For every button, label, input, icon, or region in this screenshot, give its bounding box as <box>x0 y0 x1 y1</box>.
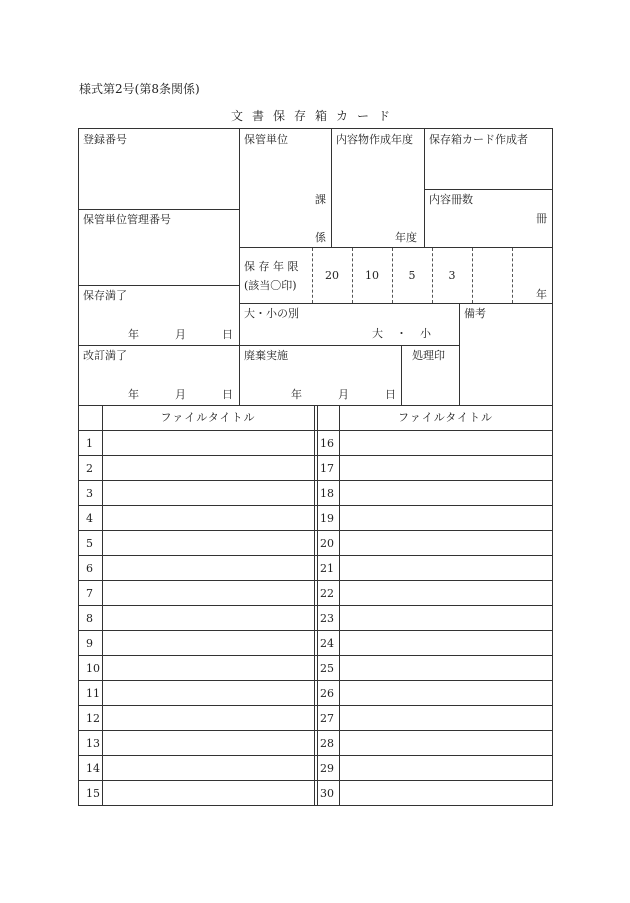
file-row-number: 2 <box>86 462 93 475</box>
file-row-number: 29 <box>320 762 334 775</box>
ka-label: 課 <box>315 193 326 206</box>
storage-expiry-label: 保存満了 <box>83 289 127 302</box>
file-row-number: 19 <box>320 512 334 525</box>
file-title-cell[interactable] <box>103 681 314 705</box>
revision-expiry-month: 月 <box>175 388 186 401</box>
file-title-cell[interactable] <box>340 531 552 555</box>
file-row-number: 30 <box>320 787 334 800</box>
box-card-creator-label: 保存箱カード作成者 <box>429 133 528 146</box>
content-count-label: 内容冊数 <box>429 193 473 206</box>
document-title: 文書保存箱カード <box>230 109 399 123</box>
file-title-cell[interactable] <box>340 706 552 730</box>
processing-seal-label: 処理印 <box>412 349 445 362</box>
file-title-cell[interactable] <box>340 506 552 530</box>
storage-expiry-month: 月 <box>175 328 186 341</box>
file-row-number: 11 <box>86 687 100 700</box>
file-title-cell[interactable] <box>340 481 552 505</box>
disposal-day: 日 <box>385 388 396 401</box>
registration-number-label: 登録番号 <box>83 133 127 146</box>
retention-option-3[interactable]: 3 <box>448 269 456 282</box>
file-row-number: 22 <box>320 587 334 600</box>
revision-expiry-day: 日 <box>222 388 233 401</box>
storage-unit-label: 保管単位 <box>244 133 288 146</box>
file-title-cell[interactable] <box>103 481 314 505</box>
size-large[interactable]: 大 <box>372 327 383 340</box>
file-title-cell[interactable] <box>340 731 552 755</box>
disposal-year: 年 <box>291 388 302 401</box>
file-row-number: 12 <box>86 712 100 725</box>
file-row-number: 9 <box>86 637 93 650</box>
file-title-cell[interactable] <box>340 681 552 705</box>
file-row-number: 10 <box>86 662 100 675</box>
file-title-cell[interactable] <box>103 781 314 805</box>
file-row-number: 17 <box>320 462 334 475</box>
size-type-label: 大・小の別 <box>244 307 299 320</box>
file-title-cell[interactable] <box>340 431 552 455</box>
file-title-cell[interactable] <box>103 606 314 630</box>
file-title-header-left: ファイルタイトル <box>160 411 256 424</box>
file-row-number: 28 <box>320 737 334 750</box>
kakari-label: 係 <box>315 231 326 244</box>
file-title-cell[interactable] <box>340 781 552 805</box>
file-row-number: 14 <box>86 762 100 775</box>
file-row-number: 13 <box>86 737 100 750</box>
file-row-number: 18 <box>320 487 334 500</box>
file-row-number: 8 <box>86 612 93 625</box>
file-title-header-right: ファイルタイトル <box>397 411 494 424</box>
storage-expiry-day: 日 <box>222 328 233 341</box>
file-row-number: 23 <box>320 612 334 625</box>
file-row-number: 15 <box>86 787 100 800</box>
file-title-cell[interactable] <box>340 756 552 780</box>
file-title-cell[interactable] <box>340 656 552 680</box>
revision-expiry-label: 改訂満了 <box>83 349 127 362</box>
nendo-label: 年度 <box>395 231 417 244</box>
retention-option-20[interactable]: 20 <box>325 269 339 282</box>
file-title-cell[interactable] <box>103 731 314 755</box>
file-title-cell[interactable] <box>340 456 552 480</box>
revision-expiry-year: 年 <box>128 388 139 401</box>
file-title-cell[interactable] <box>103 556 314 580</box>
retention-option-5[interactable]: 5 <box>408 269 416 282</box>
file-row-number: 26 <box>320 687 334 700</box>
file-title-cell[interactable] <box>340 606 552 630</box>
file-title-cell[interactable] <box>103 431 314 455</box>
file-row-number: 24 <box>320 637 334 650</box>
file-title-cell[interactable] <box>103 656 314 680</box>
file-title-cell[interactable] <box>103 581 314 605</box>
file-row-number: 20 <box>320 537 334 550</box>
file-title-cell[interactable] <box>103 531 314 555</box>
file-row-number: 4 <box>86 512 93 525</box>
file-row-number: 25 <box>320 662 334 675</box>
file-title-cell[interactable] <box>103 756 314 780</box>
disposal-label: 廃棄実施 <box>244 349 288 362</box>
retention-period-label: 保 存 年 限 <box>244 260 299 273</box>
file-title-cell[interactable] <box>103 506 314 530</box>
file-row-number: 1 <box>86 437 93 450</box>
size-small[interactable]: 小 <box>420 327 431 340</box>
retention-option-10[interactable]: 10 <box>365 269 379 282</box>
nen-label: 年 <box>536 288 547 301</box>
file-title-cell[interactable] <box>340 631 552 655</box>
file-title-cell[interactable] <box>103 706 314 730</box>
file-row-number: 5 <box>86 537 93 550</box>
file-row-number: 3 <box>86 487 93 500</box>
file-title-cell[interactable] <box>340 556 552 580</box>
file-row-number: 7 <box>86 587 93 600</box>
retention-period-note: (該当〇印) <box>244 279 297 292</box>
file-title-cell[interactable] <box>340 581 552 605</box>
file-row-number: 6 <box>86 562 93 575</box>
file-title-cell[interactable] <box>103 631 314 655</box>
disposal-month: 月 <box>338 388 349 401</box>
satsu-label: 冊 <box>536 212 547 225</box>
file-row-number: 16 <box>320 437 334 450</box>
size-separator: ・ <box>396 327 407 340</box>
file-title-cell[interactable] <box>103 456 314 480</box>
storage-expiry-year: 年 <box>128 328 139 341</box>
storage-unit-mgmt-number-label: 保管単位管理番号 <box>83 213 171 226</box>
file-row-number: 21 <box>320 562 334 575</box>
content-creation-year-label: 内容物作成年度 <box>336 133 413 146</box>
form-label: 様式第2号(第8条関係) <box>79 82 200 96</box>
file-row-number: 27 <box>320 712 334 725</box>
remarks-label: 備考 <box>464 307 486 320</box>
